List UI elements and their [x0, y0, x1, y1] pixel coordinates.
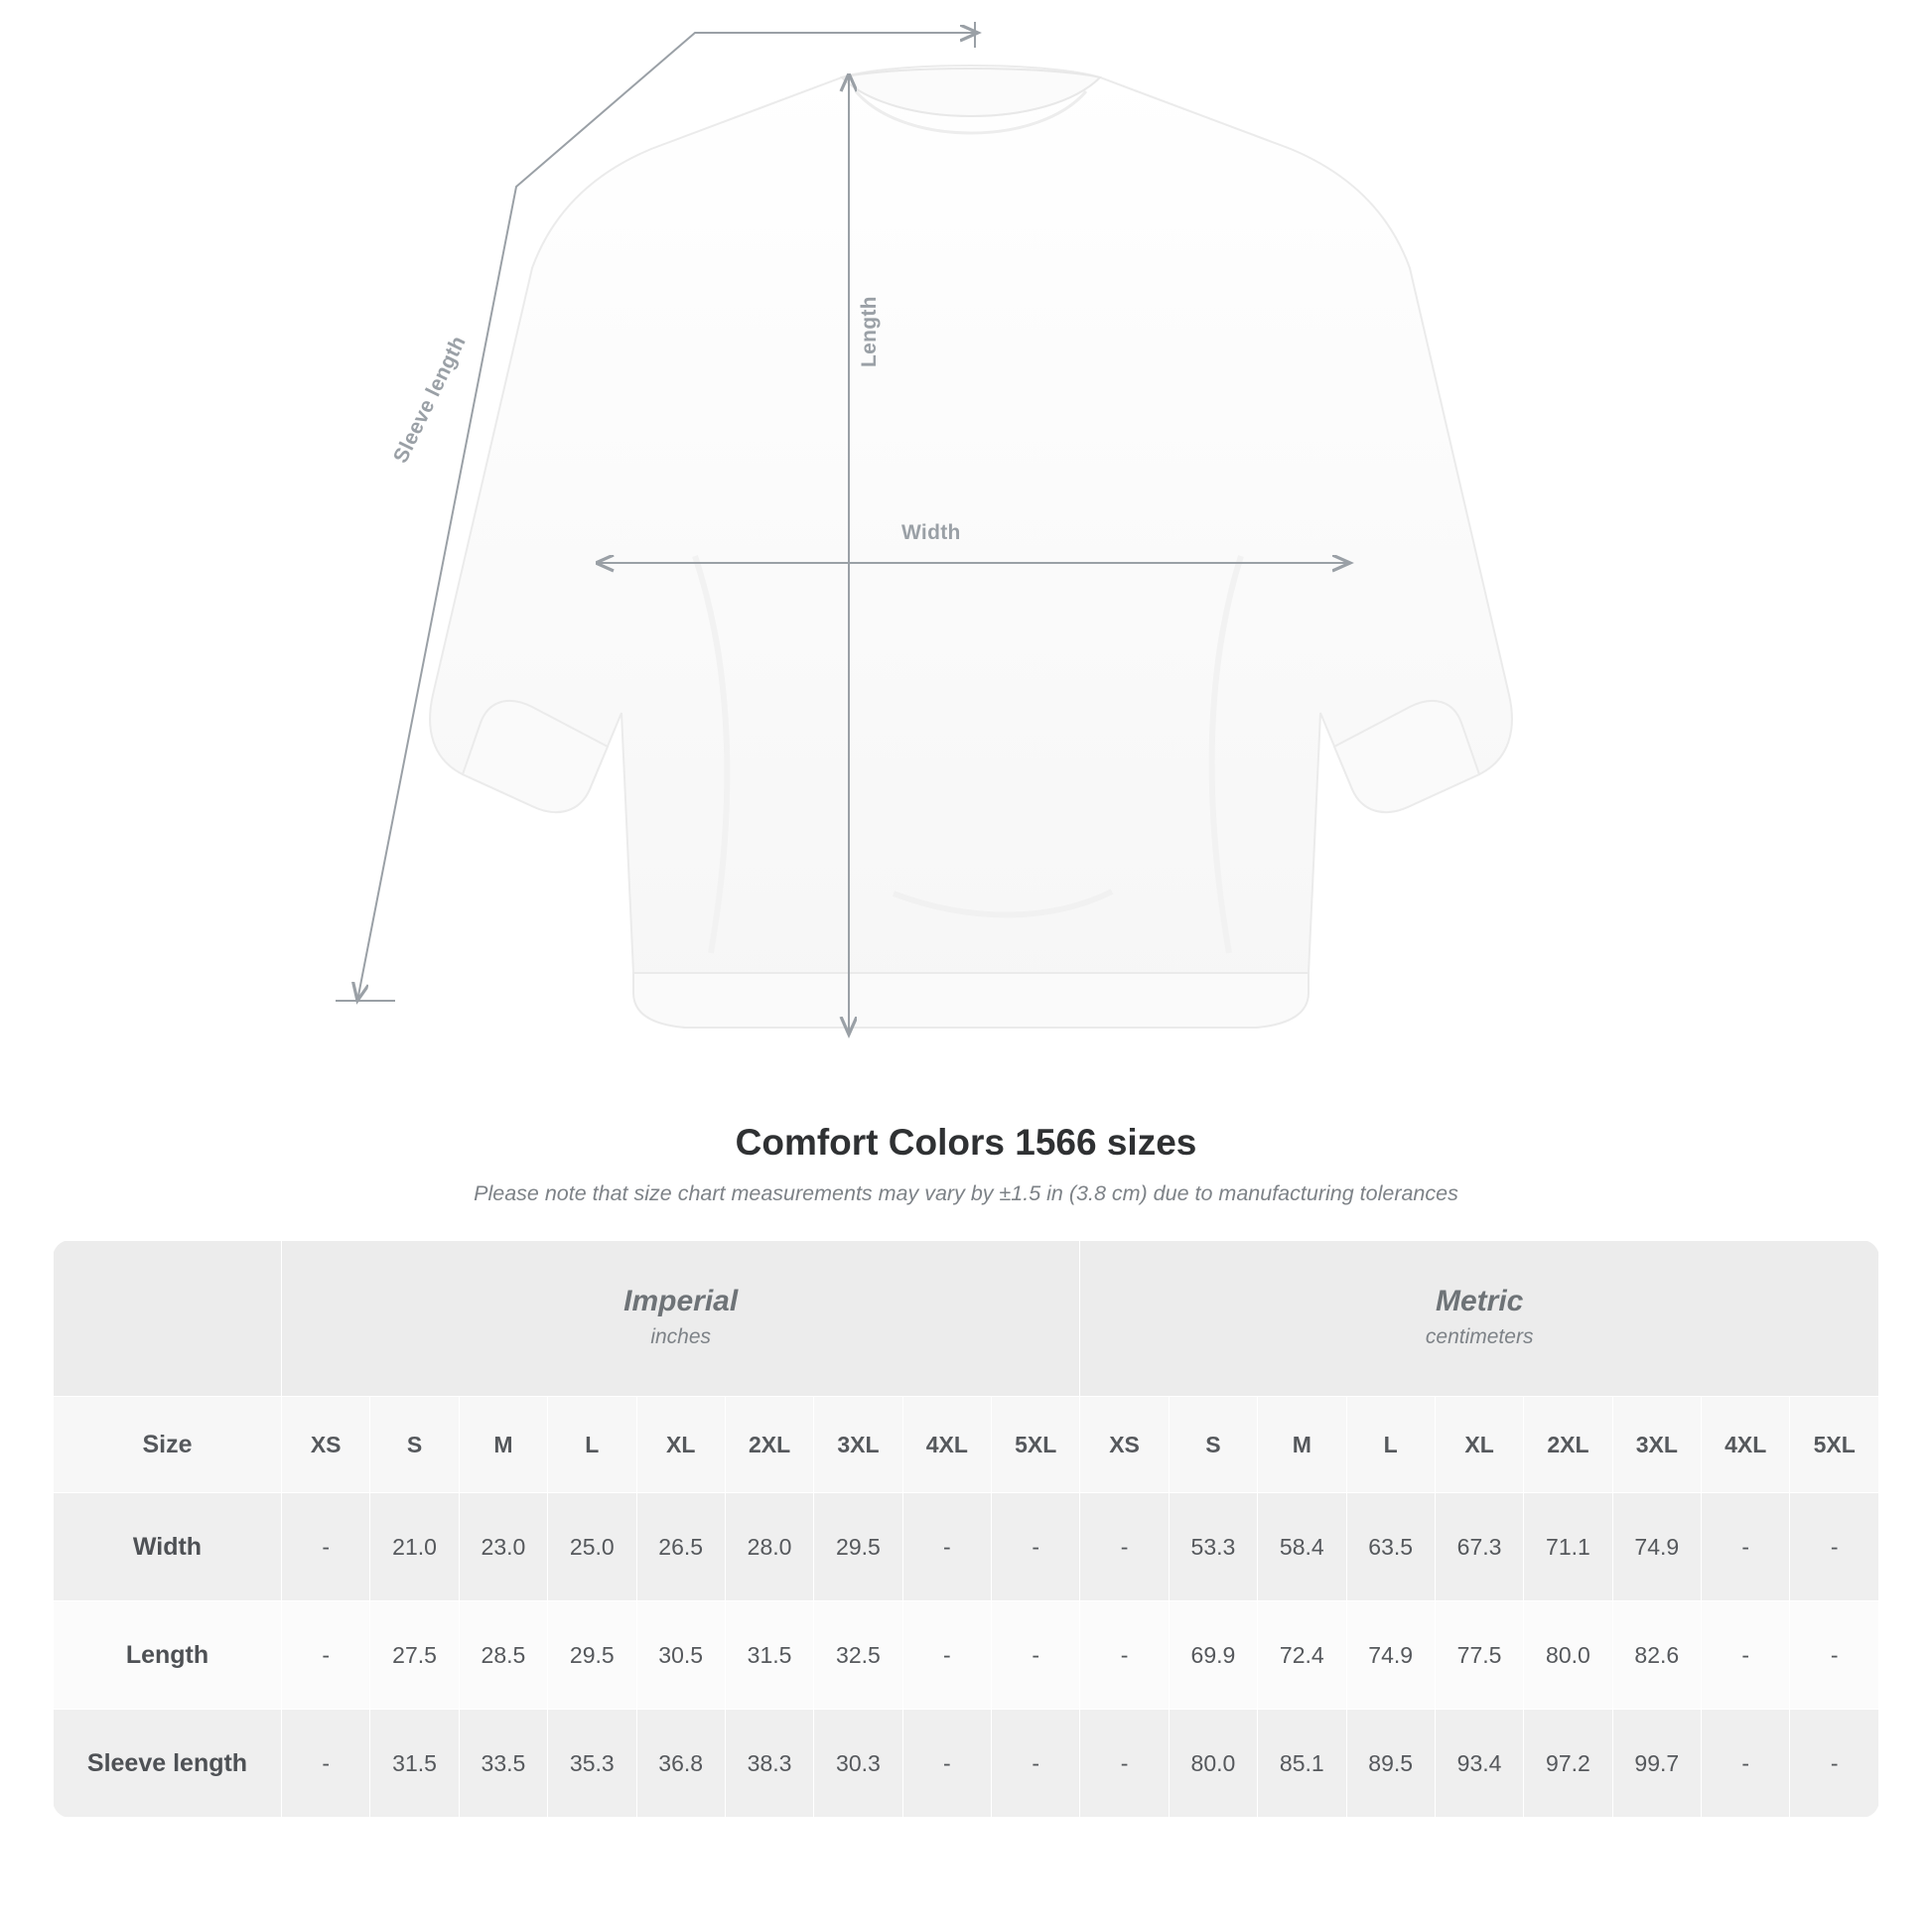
cell-length-metric-5xl: -	[1790, 1601, 1879, 1710]
size-col-metric-2xl: 2XL	[1524, 1397, 1612, 1493]
size-header-row	[54, 1397, 1879, 1493]
size-col-imperial-xl: XL	[636, 1397, 725, 1493]
cell-length-metric-xl: 77.5	[1435, 1601, 1523, 1710]
sweatshirt-shape	[430, 66, 1512, 1028]
cell-width-imperial-3xl: 29.5	[814, 1493, 902, 1601]
cell-width-metric-3xl: 74.9	[1612, 1493, 1701, 1601]
size-col-imperial-xs: XS	[282, 1397, 370, 1493]
row-label-width: Width	[54, 1493, 282, 1601]
size-col-metric-4xl: 4XL	[1702, 1397, 1790, 1493]
cell-width-imperial-5xl: -	[992, 1493, 1080, 1601]
cell-sleeve-imperial-2xl: 38.3	[725, 1710, 813, 1818]
cell-width-metric-m: 58.4	[1258, 1493, 1346, 1601]
cell-width-imperial-l: 25.0	[548, 1493, 636, 1601]
cell-width-metric-4xl: -	[1702, 1493, 1790, 1601]
cell-sleeve-imperial-xs: -	[282, 1710, 370, 1818]
cell-sleeve-metric-5xl: -	[1790, 1710, 1879, 1818]
cell-length-imperial-5xl: -	[992, 1601, 1080, 1710]
size-col-metric-l: L	[1346, 1397, 1435, 1493]
size-table-wrapper	[53, 1240, 1879, 1818]
cell-length-metric-m: 72.4	[1258, 1601, 1346, 1710]
table-row	[54, 1601, 1879, 1710]
cell-sleeve-metric-m: 85.1	[1258, 1710, 1346, 1818]
cell-sleeve-metric-xl: 93.4	[1435, 1710, 1523, 1818]
page-title: Comfort Colors 1566 sizes	[735, 1122, 1197, 1163]
size-col-imperial-s: S	[370, 1397, 459, 1493]
cell-width-imperial-xl: 26.5	[636, 1493, 725, 1601]
cell-sleeve-metric-l: 89.5	[1346, 1710, 1435, 1818]
cell-sleeve-metric-xs: -	[1080, 1710, 1169, 1818]
size-col-metric-s: S	[1169, 1397, 1257, 1493]
table-row	[54, 1710, 1879, 1818]
cell-sleeve-metric-2xl: 97.2	[1524, 1710, 1612, 1818]
cell-length-metric-4xl: -	[1702, 1601, 1790, 1710]
table-row	[54, 1493, 1879, 1601]
size-col-imperial-m: M	[459, 1397, 547, 1493]
cell-sleeve-imperial-xl: 36.8	[636, 1710, 725, 1818]
cell-width-imperial-m: 23.0	[459, 1493, 547, 1601]
cell-sleeve-imperial-m: 33.5	[459, 1710, 547, 1818]
width-dimension-label: Width	[901, 521, 961, 544]
cell-width-metric-2xl: 71.1	[1524, 1493, 1612, 1601]
size-col-imperial-4xl: 4XL	[902, 1397, 991, 1493]
cell-sleeve-metric-s: 80.0	[1169, 1710, 1257, 1818]
cell-sleeve-imperial-l: 35.3	[548, 1710, 636, 1818]
cell-width-metric-xl: 67.3	[1435, 1493, 1523, 1601]
cell-width-imperial-xs: -	[282, 1493, 370, 1601]
unit-group-imperial	[282, 1241, 1080, 1397]
cell-width-metric-xs: -	[1080, 1493, 1169, 1601]
size-header-label: Size	[54, 1397, 282, 1493]
cell-length-imperial-xs: -	[282, 1601, 370, 1710]
page-subtitle: Please note that size chart measurements may vary by ±1.5 in (3.8 cm) due to manufacturing tolerances	[474, 1181, 1458, 1205]
cell-length-imperial-s: 27.5	[370, 1601, 459, 1710]
cell-length-imperial-l: 29.5	[548, 1601, 636, 1710]
cell-length-metric-l: 74.9	[1346, 1601, 1435, 1710]
size-col-imperial-l: L	[548, 1397, 636, 1493]
cell-width-metric-s: 53.3	[1169, 1493, 1257, 1601]
cell-sleeve-metric-4xl: -	[1702, 1710, 1790, 1818]
cell-length-imperial-xl: 30.5	[636, 1601, 725, 1710]
cell-length-imperial-2xl: 31.5	[725, 1601, 813, 1710]
cell-width-imperial-4xl: -	[902, 1493, 991, 1601]
size-col-imperial-3xl: 3XL	[814, 1397, 902, 1493]
cell-sleeve-imperial-5xl: -	[992, 1710, 1080, 1818]
size-col-metric-5xl: 5XL	[1790, 1397, 1879, 1493]
size-col-metric-m: M	[1258, 1397, 1346, 1493]
row-label-sleeve-length: Sleeve length	[54, 1710, 282, 1818]
unit-header-row	[54, 1241, 1879, 1397]
cell-width-imperial-2xl: 28.0	[725, 1493, 813, 1601]
cell-length-metric-2xl: 80.0	[1524, 1601, 1612, 1710]
cell-length-metric-3xl: 82.6	[1612, 1601, 1701, 1710]
unit-group-imperial-name: Imperial	[623, 1285, 739, 1318]
cell-width-metric-5xl: -	[1790, 1493, 1879, 1601]
unit-header-spacer	[54, 1241, 282, 1397]
cell-sleeve-imperial-s: 31.5	[370, 1710, 459, 1818]
row-label-length: Length	[54, 1601, 282, 1710]
cell-width-metric-l: 63.5	[1346, 1493, 1435, 1601]
cell-length-imperial-4xl: -	[902, 1601, 991, 1710]
cell-sleeve-imperial-4xl: -	[902, 1710, 991, 1818]
cell-length-metric-s: 69.9	[1169, 1601, 1257, 1710]
cell-length-imperial-3xl: 32.5	[814, 1601, 902, 1710]
size-table	[53, 1240, 1879, 1818]
size-col-metric-xs: XS	[1080, 1397, 1169, 1493]
cell-width-imperial-s: 21.0	[370, 1493, 459, 1601]
cell-length-imperial-m: 28.5	[459, 1601, 547, 1710]
cell-sleeve-metric-3xl: 99.7	[1612, 1710, 1701, 1818]
unit-group-metric	[1080, 1241, 1879, 1397]
size-col-imperial-2xl: 2XL	[725, 1397, 813, 1493]
cell-length-metric-xs: -	[1080, 1601, 1169, 1710]
sleeve-dimension-label: Sleeve length	[389, 332, 471, 468]
unit-group-metric-name: Metric	[1436, 1285, 1524, 1318]
size-col-metric-3xl: 3XL	[1612, 1397, 1701, 1493]
cell-sleeve-imperial-3xl: 30.3	[814, 1710, 902, 1818]
size-col-metric-xl: XL	[1435, 1397, 1523, 1493]
unit-group-metric-unit: centimeters	[1425, 1324, 1534, 1348]
unit-group-imperial-unit: inches	[650, 1324, 712, 1348]
size-col-imperial-5xl: 5XL	[992, 1397, 1080, 1493]
length-dimension-label: Length	[858, 296, 881, 367]
